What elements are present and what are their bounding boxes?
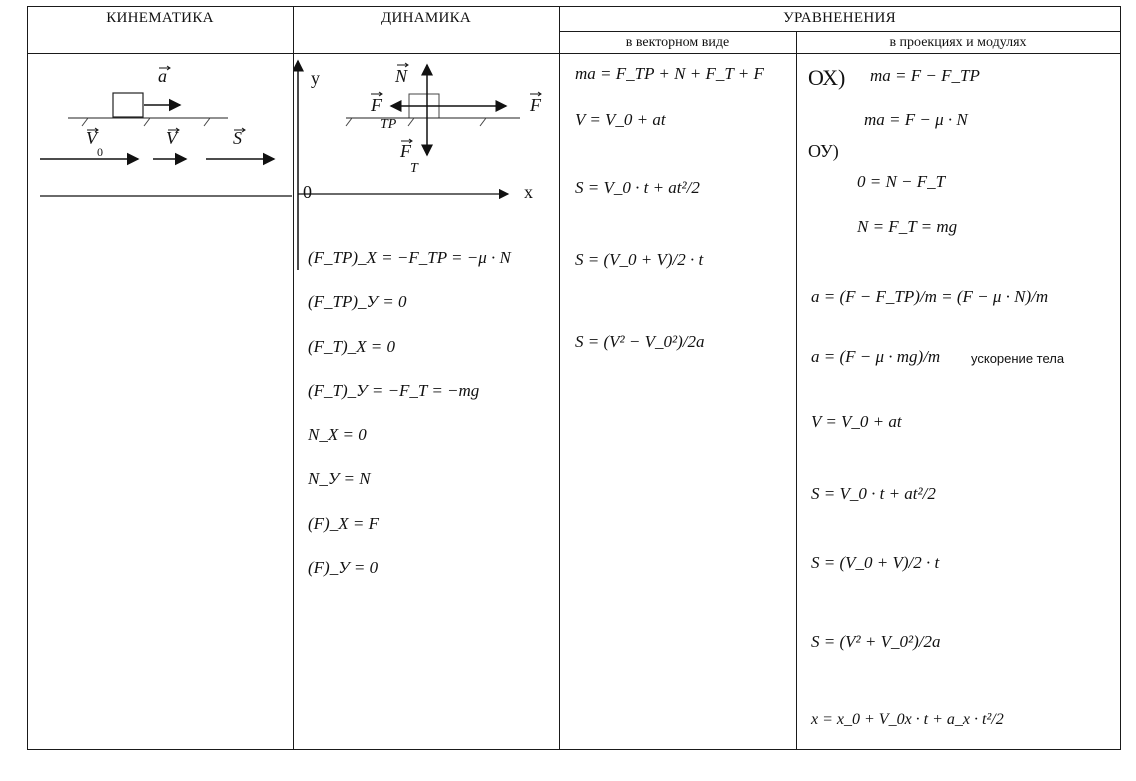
proj-eq-6: V = V_0 + at [811, 412, 902, 431]
vector-eq-3: S = (V_0 + V)/2 · t [575, 250, 704, 269]
subheader-projection-form: в проекциях и модулях [889, 35, 1027, 50]
dynamics-diagram [294, 55, 558, 275]
dyn-proj-2: (F_T)_X = 0 [308, 337, 396, 356]
table-bottom-border [27, 749, 1121, 750]
proj-eq-4: a = (F − F_TP)/m = (F − μ · N)/m [811, 287, 1049, 306]
v-label: V [166, 128, 177, 148]
dyn-proj-5: N_У = N [308, 469, 371, 488]
ox-label: ОХ) [808, 65, 846, 90]
v0-subscript: 0 [97, 145, 103, 159]
normal-force-label: N [395, 66, 408, 86]
vector-eq-0: ma = F_TP + N + F_T + F [575, 64, 764, 83]
friction-force-label: F [371, 95, 382, 115]
dyn-proj-3: (F_T)_У = −F_T = −mg [308, 381, 480, 400]
proj-eq-5: a = (F − μ · mg)/m [811, 347, 941, 366]
v0-label: V [86, 128, 97, 148]
header-dynamics: ДИНАМИКА [380, 10, 472, 26]
x-axis-label: x [524, 182, 533, 202]
proj-eq-8: S = (V_0 + V)/2 · t [811, 553, 940, 572]
origin-label: 0 [303, 182, 312, 202]
subheader-divider [559, 31, 1121, 32]
gravity-force-label: F [400, 141, 411, 161]
friction-force-sub: TP [380, 117, 397, 132]
s-label: S [233, 128, 242, 148]
vector-eq-4: S = (V² − V_0²)/2a [575, 332, 705, 351]
proj-eq-1: ma = F − μ · N [864, 110, 968, 129]
dyn-proj-0: (F_TP)_X = −F_TP = −μ · N [308, 248, 511, 267]
col-divider-3 [796, 31, 797, 750]
dyn-proj-7: (F)_У = 0 [308, 558, 379, 577]
gravity-force-sub: T [410, 161, 418, 176]
dyn-proj-4: N_X = 0 [308, 425, 367, 444]
table-right-border [1120, 6, 1121, 750]
proj-eq-7: S = V_0 · t + at²/2 [811, 484, 936, 503]
oy-label: ОУ) [808, 141, 839, 161]
proj-eq-9: S = (V² + V_0²)/2a [811, 632, 941, 651]
acceleration-label: a [158, 66, 167, 86]
vector-eq-1: V = V_0 + at [575, 110, 666, 129]
header-bottom-border [27, 53, 1121, 54]
col-divider-2 [559, 6, 560, 750]
subheader-vector-form: в векторном виде [625, 35, 730, 50]
applied-force-label: F [530, 95, 541, 115]
table-top-border [27, 6, 1121, 7]
y-axis-label: y [311, 68, 320, 88]
block-icon [113, 93, 143, 117]
proj-eq-3: N = F_T = mg [857, 217, 958, 236]
dyn-proj-6: (F)_X = F [308, 514, 379, 533]
proj-eq-10: x = x_0 + V_0x · t + a_x · t²/2 [811, 711, 1004, 728]
dyn-proj-1: (F_TP)_У = 0 [308, 292, 407, 311]
vector-eq-2: S = V_0 · t + at²/2 [575, 178, 700, 197]
acceleration-note: ускорение тела [971, 351, 1065, 366]
header-kinematics: КИНЕМАТИКА [106, 10, 214, 26]
proj-eq-0: ma = F − F_TP [870, 66, 980, 85]
proj-eq-2: 0 = N − F_T [857, 172, 946, 191]
header-equations: УРАВНЕНЕНИЯ [783, 10, 896, 26]
